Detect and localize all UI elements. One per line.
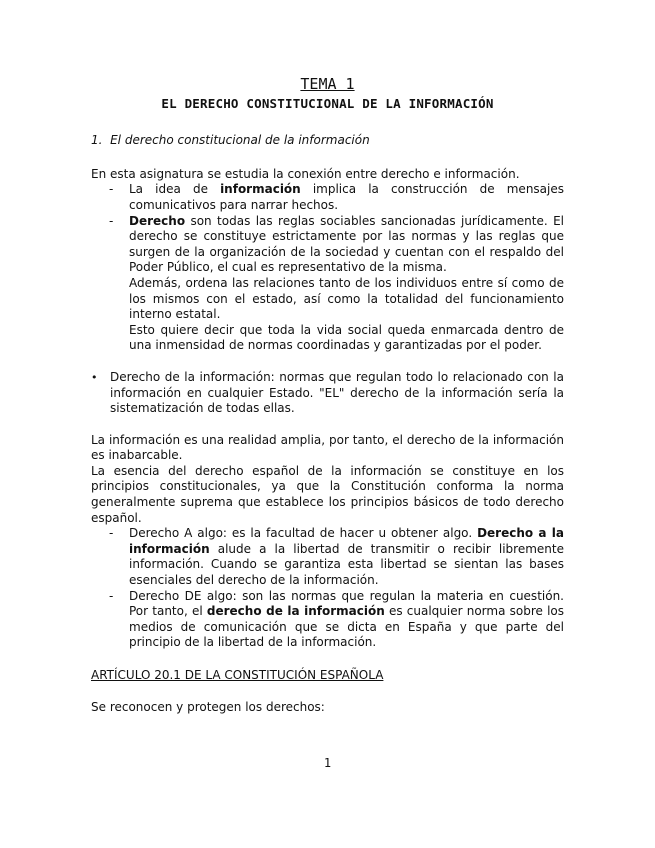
item-text-post: alude a la libertad de transmitir o recibir libremente información. Cuando se garantiza esta libertad se sientan las bases esenciales del derecho de la información. <box>129 541 564 588</box>
list-item <box>91 370 564 417</box>
dash-marker: - <box>109 526 114 541</box>
list-item <box>109 589 564 651</box>
title-block <box>91 70 564 94</box>
item-text-bold: derecho de la información <box>206 604 385 619</box>
paragraph: Se reconocen y protegen los derechos: <box>91 699 325 714</box>
item-extra-paragraph: Esto quiere decir que toda la vida social queda enmarcada dentro de una inmensidad de normas coordinadas y garantizadas por el poder. <box>129 322 564 353</box>
article-heading: ARTÍCULO 20.1 DE LA CONSTITUCIÓN ESPAÑOLA <box>91 668 384 682</box>
document-page <box>91 70 564 715</box>
item-text-bold: Derecho a la información <box>129 526 564 556</box>
dash-marker: - <box>109 213 114 228</box>
item-text-pre: La idea de <box>129 182 221 197</box>
derecho-types-list <box>91 526 564 651</box>
intro-paragraph: En esta asignatura se estudia la conexión entre derecho e información. <box>91 166 520 181</box>
dash-marker: - <box>109 588 114 603</box>
section-title: El derecho constitucional de la información <box>110 133 370 148</box>
list-item <box>109 182 564 213</box>
paragraph: La esencia del derecho español de la información se constituye en los principios constitucionales, ya que la Constitución conforma la norma generalmente suprema que establece los principios básicos de todo derecho español. <box>91 463 564 525</box>
document-subtitle: EL DERECHO CONSTITUCIONAL DE LA INFORMACIÓN <box>161 95 494 111</box>
list-item <box>109 526 564 588</box>
item-text-pre: Derecho A algo: es la facultad de hacer u obtener algo. <box>129 526 478 541</box>
list-item <box>109 214 564 354</box>
section-heading <box>91 133 564 149</box>
bullet-text: Derecho de la información: normas que regulan todo lo relacionado con la información en cualquier Estado. "EL" derecho de la información sería la sistematización de todas ellas. <box>110 369 564 416</box>
paragraph: La información es una realidad amplia, por tanto, el derecho de la información es inabarcable. <box>91 432 564 463</box>
item-text-post: implica la construcción de mensajes comunicativos para narrar hechos. <box>129 182 564 212</box>
section-number: 1. <box>91 133 103 148</box>
item-text-bold: Derecho <box>129 213 186 228</box>
item-extra-paragraph: Además, ordena las relaciones tanto de los individuos entre sí como de los mismos con el estado, así como la totalidad del funcionamiento interno estatal. <box>129 275 564 322</box>
item-text-pre: Derecho DE algo: son las normas que regulan la materia en cuestión. Por tanto, el <box>129 588 564 619</box>
bullet-marker: • <box>91 370 98 384</box>
document-title: TEMA 1 <box>300 75 355 93</box>
item-text-post: es cualquier norma sobre los medios de comunicación que se dicta en España y que parte del principio de la libertad de la información. <box>129 604 565 650</box>
definitions-list <box>91 182 564 354</box>
page-number: 1 <box>323 756 332 770</box>
bullet-list <box>91 370 564 417</box>
item-text-bold: información <box>220 182 301 197</box>
item-text-post: son todas las reglas sociables sancionadas jurídicamente. El derecho se constituye estrictamente por las normas y las reglas que surgen de la organización de la sociedad y cuentan con el respaldo del Poder Público, el cual es representativo de la misma. <box>129 213 564 275</box>
dash-marker: - <box>109 182 114 197</box>
